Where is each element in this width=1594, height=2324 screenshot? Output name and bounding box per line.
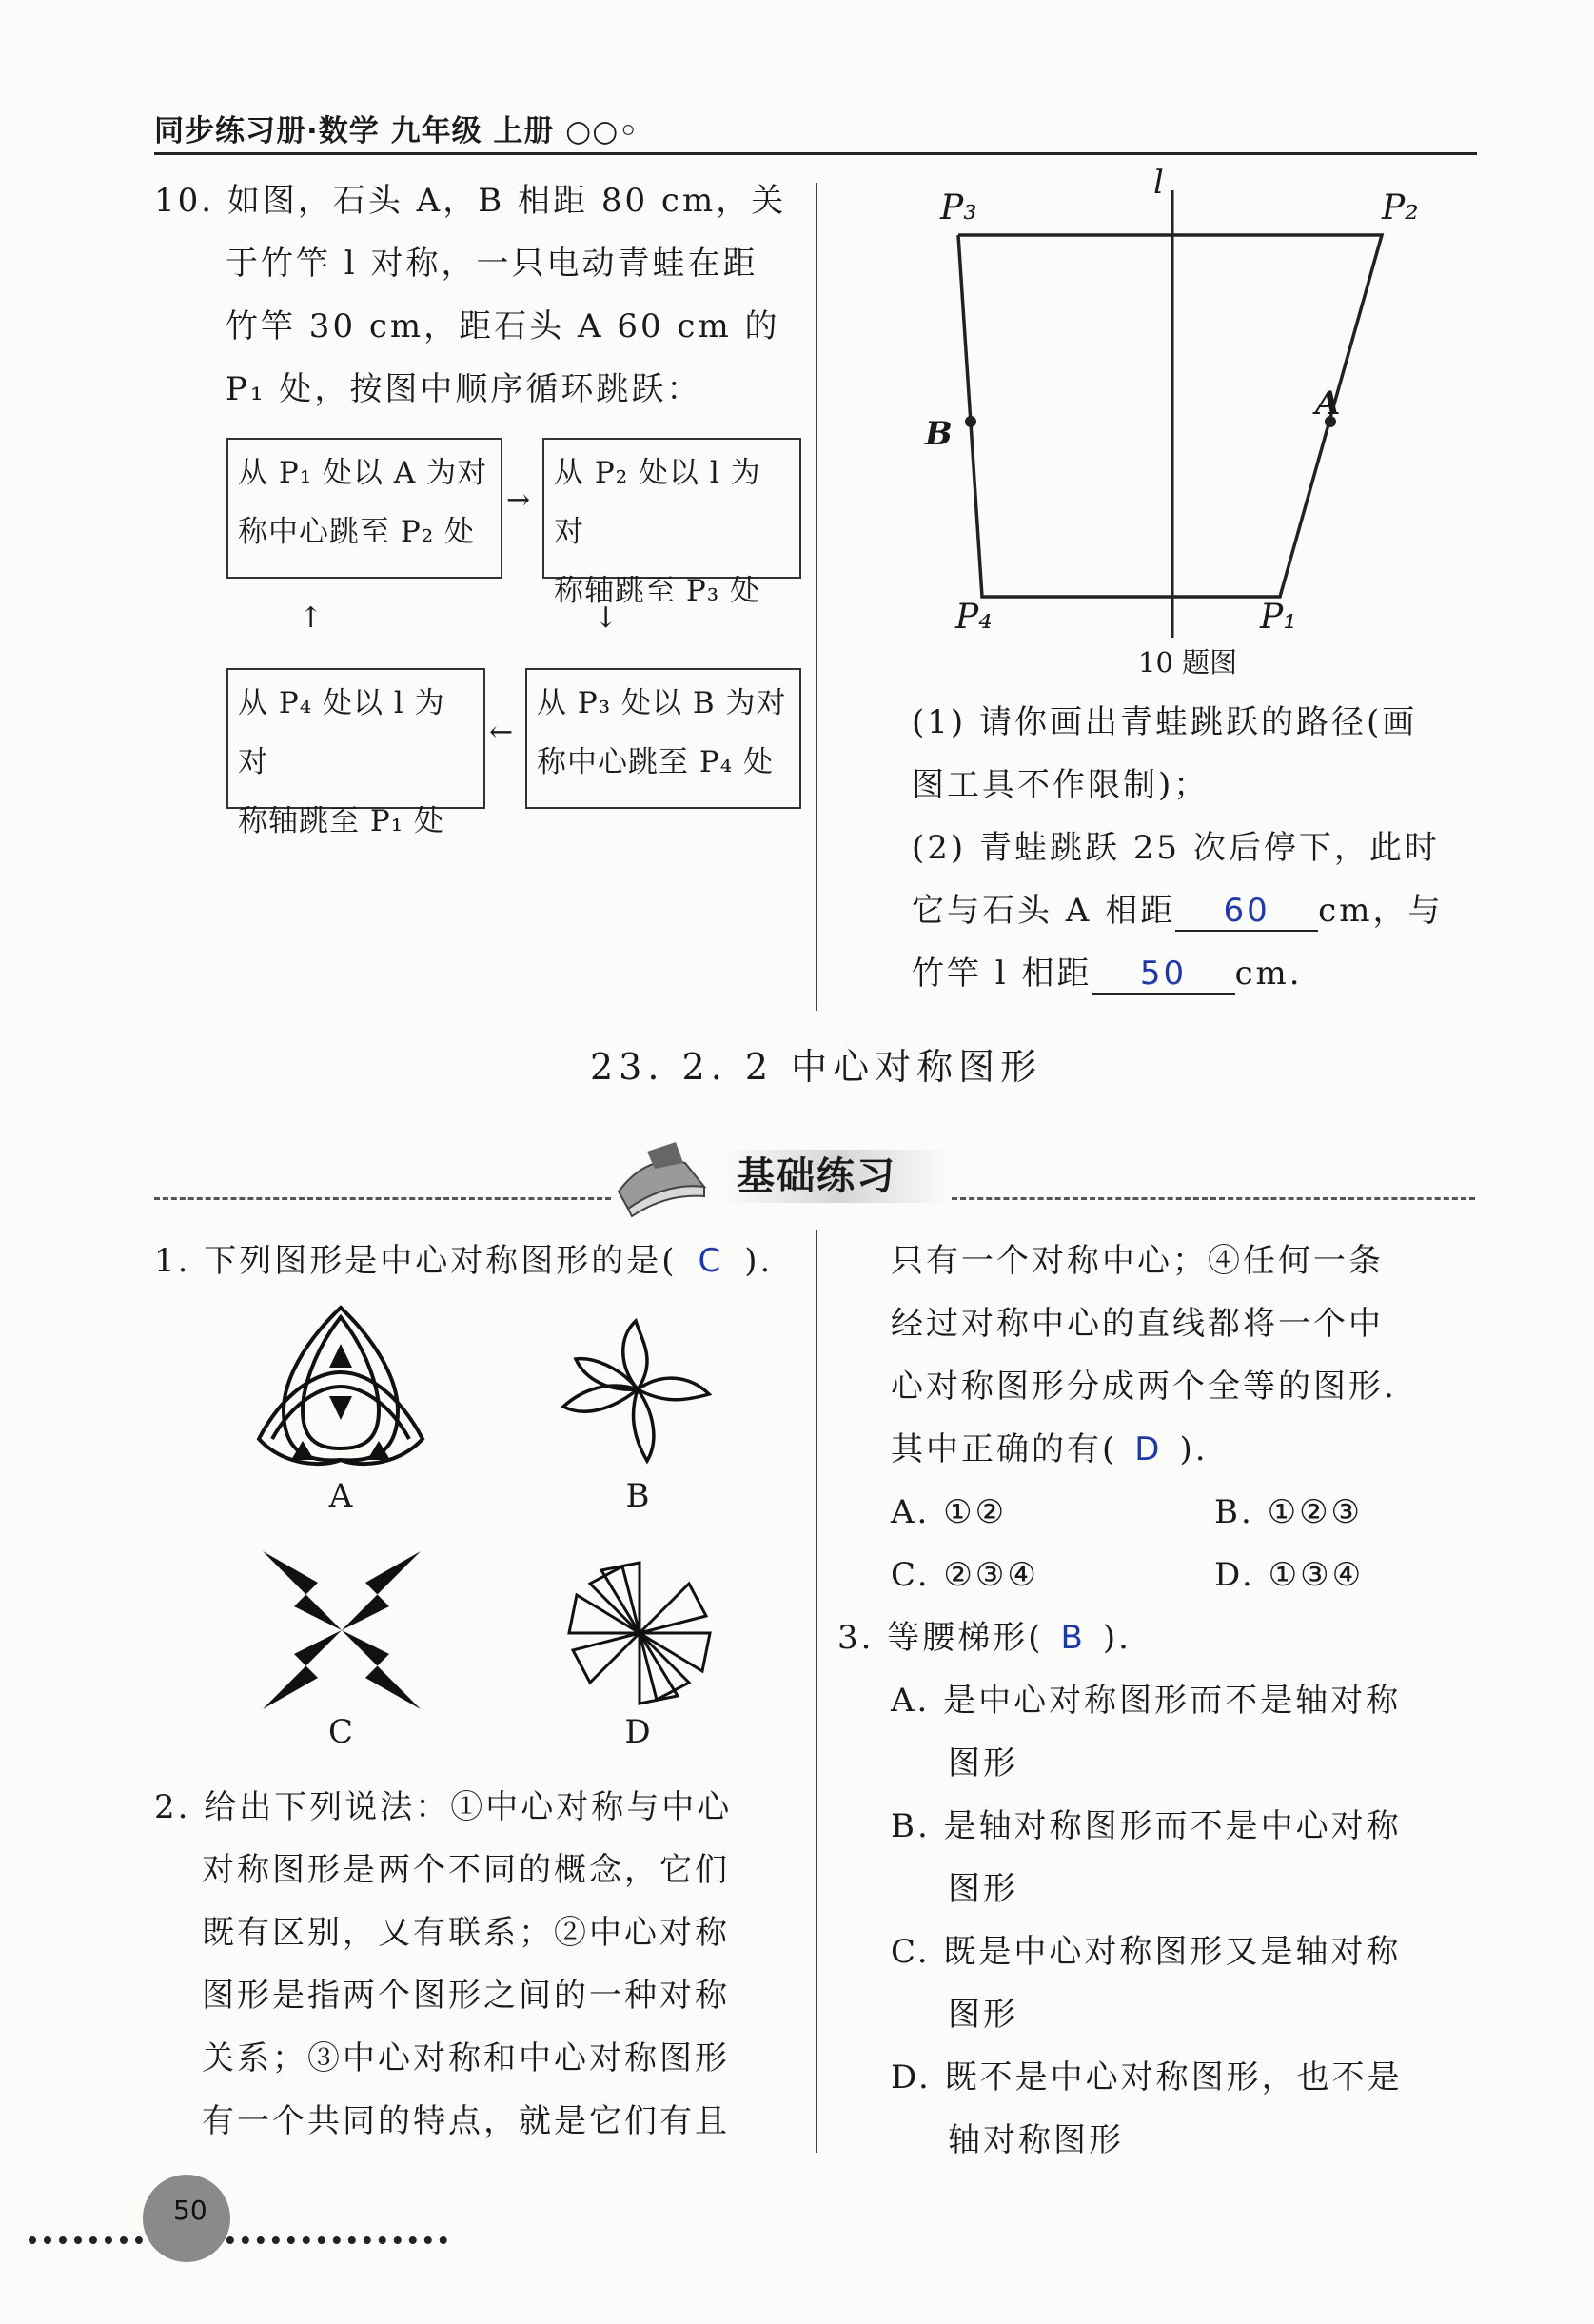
q10-line: P₁ 处，按图中顺序循环跳跃： — [226, 370, 702, 408]
q2-line: 经过对称中心的直线都将一个中 — [891, 1305, 1384, 1343]
header-rule — [154, 152, 1477, 155]
flow-box-line: 称轴跳至 P₁ 处 — [238, 804, 444, 838]
q3-answer: B — [1060, 1619, 1086, 1657]
q2-answer: D — [1134, 1430, 1163, 1468]
q10-line: 10. 如图，石头 A，B 相距 80 cm，关 — [154, 182, 787, 220]
dash-rule-left — [154, 1197, 611, 1200]
q2-line: 只有一个对称中心；④任何一条 — [891, 1242, 1384, 1280]
q10-figure — [914, 162, 1446, 666]
q3-option-a-cont: 图形 — [948, 1744, 1018, 1782]
q10-line: 竹竿 30 cm，距石头 A 60 cm 的 — [226, 307, 780, 345]
q10-text — [154, 169, 801, 421]
answer-distance-l: 50 — [1092, 955, 1235, 995]
flow-box-line: 从 P₁ 处以 A 为对 — [238, 456, 488, 490]
q2-option-b: B. ①②③ — [1214, 1493, 1364, 1531]
figure-b-flower — [552, 1313, 723, 1466]
q3-text — [837, 1606, 1485, 2172]
q2-option-a: A. ①② — [891, 1493, 1008, 1531]
q3-option-b-cont: 图形 — [948, 1870, 1018, 1908]
q1-stem — [154, 1230, 773, 1292]
figure-d-pinwheel — [563, 1557, 716, 1709]
figure-caption: 10 题图 — [1138, 646, 1238, 679]
q1-text: 1. 下列图形是中心对称图形的是( — [154, 1242, 678, 1280]
label-b: B — [925, 415, 953, 453]
flow-box-4 — [226, 668, 485, 838]
label-p2: P₂ — [1382, 188, 1419, 227]
page-number: 50 — [173, 2195, 207, 2226]
stone-b — [965, 416, 976, 427]
part2-text: 它与石头 A 相距 — [912, 892, 1176, 930]
q3-option-d: D. 既不是中心对称图形，也不是 — [891, 2058, 1403, 2097]
q2-line: 图形是指两个图形之间的一种对称 — [202, 1977, 730, 2015]
q3-text-a: 3. 等腰梯形( — [837, 1619, 1044, 1657]
answer-distance-a: 60 — [1175, 892, 1318, 932]
figure-a-label: A — [328, 1477, 353, 1515]
q2-options-row — [891, 1544, 1481, 1606]
part1-line: 图工具不作限制)； — [912, 766, 1210, 804]
flow-box-2 — [542, 438, 801, 608]
q1-answer: C — [698, 1242, 724, 1280]
q2-text: 其中正确的有( — [891, 1430, 1118, 1468]
figure-c-label: C — [327, 1713, 353, 1751]
q3-option-c: C. 既是中心对称图形又是轴对称 — [891, 1933, 1402, 1971]
q3-option-c-cont: 图形 — [948, 1996, 1018, 2034]
part2-text: cm. — [1234, 955, 1303, 993]
q2-line: 有一个共同的特点，就是它们有且 — [202, 2102, 730, 2140]
q2-line: 对称图形是两个不同的概念，它们 — [202, 1851, 730, 1889]
label-l: l — [1153, 164, 1164, 202]
q2-option-d: D. ①③④ — [1214, 1556, 1365, 1594]
q2-line: 心对称图形分成两个全等的图形. — [891, 1368, 1397, 1406]
part2-line — [912, 942, 1483, 1005]
banner-basic-practice: 基础练习 — [723, 1150, 952, 1203]
label-p4: P₄ — [955, 598, 993, 637]
flow-box-line: 从 P₄ 处以 l 为对 — [238, 686, 445, 779]
figure-d-label: D — [624, 1713, 651, 1751]
q3-stem — [837, 1606, 1485, 1669]
q2-line: 既有区别，又有联系；②中心对称 — [202, 1914, 730, 1952]
column-divider — [816, 183, 817, 1011]
q3-text-b: ). — [1102, 1619, 1132, 1657]
flow-box-line: 称中心跳至 P₄ 处 — [537, 745, 774, 779]
flow-box-3 — [525, 668, 801, 809]
dash-rule-right — [952, 1197, 1475, 1200]
q2-text — [154, 1776, 801, 2153]
q3-option-b: B. 是轴对称图形而不是中心对称 — [891, 1807, 1402, 1845]
figure-a-trefoil — [246, 1296, 436, 1477]
part2-line: (2) 青蛙跳跃 25 次后停下，此时 — [912, 829, 1440, 867]
q3-option-a: A. 是中心对称图形而不是轴对称 — [891, 1682, 1402, 1720]
q3-option-d-cont: 轴对称图形 — [948, 2121, 1124, 2159]
flow-box-line: 称轴跳至 P₃ 处 — [554, 574, 760, 608]
flow-box-line: 从 P₃ 处以 B 为对 — [537, 686, 787, 720]
q2-option-c: C. ②③④ — [891, 1556, 1039, 1594]
label-p1: P₁ — [1260, 598, 1297, 637]
arrow-left-icon: ← — [489, 716, 514, 749]
q10-parts — [912, 691, 1483, 1005]
figure-b-label: B — [625, 1477, 650, 1515]
part2-text: cm，与 — [1318, 892, 1444, 930]
page-header: 同步练习册·数学 九年级 上册 ○○◦ — [154, 114, 640, 148]
q10-line: 于竹竿 l 对称，一只电动青蛙在距 — [226, 245, 758, 283]
footer-dots — [29, 2236, 447, 2244]
flow-box-1 — [226, 438, 502, 579]
figure-c-diamonds — [261, 1549, 423, 1711]
flow-box-line: 从 P₂ 处以 l 为对 — [554, 456, 761, 549]
section-title: 23. 2. 2 中心对称图形 — [590, 1046, 1043, 1088]
flow-box-line: 称中心跳至 P₂ 处 — [238, 515, 475, 549]
q2-options-row — [891, 1481, 1481, 1544]
part2-text: 竹竿 l 相距 — [912, 955, 1092, 993]
arrow-down-icon: ↓ — [594, 601, 619, 635]
q2-line — [891, 1418, 1481, 1481]
part1-line: (1) 请你画出青蛙跳跃的路径(画 — [912, 703, 1418, 741]
q2-text: ). — [1179, 1430, 1209, 1468]
arrow-up-icon: ↑ — [299, 601, 324, 635]
part2-line — [912, 879, 1483, 942]
book-icon — [609, 1134, 714, 1220]
q2-continued — [891, 1230, 1481, 1606]
q2-line: 关系；③中心对称和中心对称图形 — [202, 2039, 730, 2078]
label-a: A — [1315, 384, 1341, 423]
arrow-right-icon: → — [506, 483, 531, 517]
q2-line: 2. 给出下列说法：①中心对称与中心 — [154, 1788, 733, 1826]
column-divider-lower — [816, 1230, 817, 2153]
q1-text: ). — [744, 1242, 774, 1280]
label-p3: P₃ — [940, 188, 977, 227]
